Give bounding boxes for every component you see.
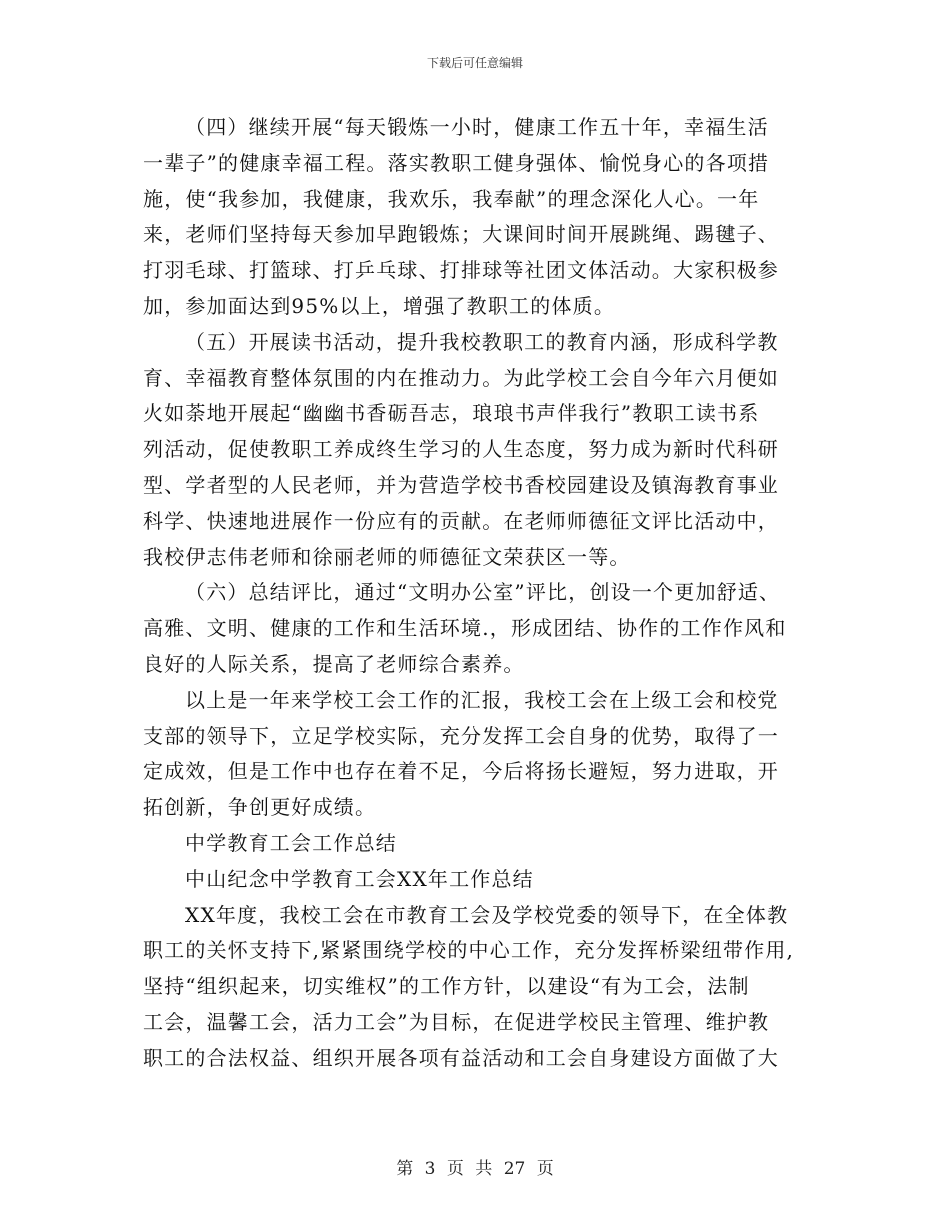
document-body	[143, 110, 803, 1077]
text-line: 加，参加面达到95%以上，增强了教职工的体质。	[143, 293, 616, 318]
text-line: XX年度，我校工会在市教育工会及学校党委的领导下，在全体教	[185, 902, 789, 927]
text-line: 高雅、文明、健康的工作和生活环境.，形成团结、协作的工作作风和	[143, 616, 787, 641]
text-line: 型、学者型的人民老师，并为营造学校书香校园建设及镇海教育事业	[143, 472, 779, 497]
text-line: 一辈子”的健康幸福工程。落实教职工健身强体、愉悦身心的各项措	[143, 150, 770, 175]
text-line: 定成效，但是工作中也存在着不足，今后将扬长避短，努力进取，开	[143, 759, 779, 784]
text-line: （四）继续开展“每天锻炼一小时，健康工作五十年，幸福生活	[185, 115, 769, 139]
text-line: 坚持“组织起来，切实维权”的工作方针，以建设“有为工会，法制	[143, 974, 750, 999]
text-line: 火如荼地开展起“幽幽书香砺吾志，琅琅书声伴我行”教职工读书系	[143, 401, 760, 426]
text-line: 以上是一年来学校工会工作的汇报，我校工会在上级工会和校党	[185, 687, 779, 712]
page-number-footer: 第 3 页 共 27 页	[396, 1159, 554, 1179]
text-line: 来，老师们坚持每天参加早跑锻炼；大课间时间开展跳绳、踢毽子、	[143, 222, 779, 247]
text-line: 施，使“我参加，我健康，我欢乐，我奉献”的理念深化人心。一年	[143, 186, 760, 211]
page-header-note: 下载后可任意编辑	[426, 56, 523, 70]
text-line: 育、幸福教育整体氛围的内在推动力。为此学校工会自今年六月便如	[143, 365, 779, 390]
text-line: 支部的领导下，立足学校实际，充分发挥工会自身的优势，取得了一	[143, 723, 779, 748]
text-line: 我校伊志伟老师和徐丽老师的师德征文荣获区一等。	[143, 544, 631, 569]
section-heading: 中学教育工会工作总结	[185, 830, 397, 855]
text-line: （五）开展读书活动，提升我校教职工的教育内涵，形成科学教	[185, 329, 779, 354]
text-line: 打羽毛球、打篮球、打乒乓球、打排球等社团文体活动。大家积极参	[143, 258, 779, 283]
text-line: 职工的合法权益、组织开展各项有益活动和工会自身建设方面做了大	[143, 1045, 779, 1070]
text-line: （六）总结评比，通过“文明办公室”评比，创设一个更加舒适、	[185, 580, 781, 605]
text-line: 工会，温馨工会，活力工会”为目标，在促进学校民主管理、维护教	[143, 1009, 770, 1034]
text-line: 列活动，促使教职工养成终生学习的人生态度，努力成为新时代科研	[143, 437, 779, 462]
text-line: 科学、快速地进展作一份应有的贡献。在老师师德征文评比活动中，	[143, 508, 779, 533]
text-line: 良好的人际关系，提高了老师综合素养。	[143, 651, 525, 676]
section-heading: 中山纪念中学教育工会XX年工作总结	[185, 866, 534, 891]
text-line: 拓创新，争创更好成绩。	[143, 795, 377, 820]
text-line: 职工的关怀支持下,紧紧围绕学校的中心工作，充分发挥桥梁纽带作用,	[143, 938, 795, 963]
